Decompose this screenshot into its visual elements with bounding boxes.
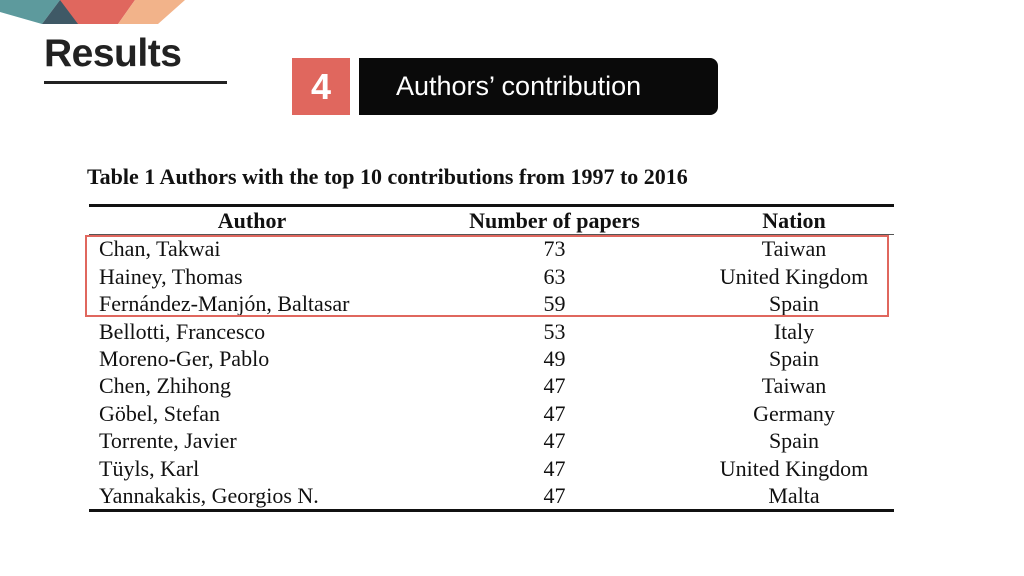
- papers-cell: 63: [543, 263, 566, 289]
- section-number-badge: 4: [292, 58, 350, 115]
- nation-cell: Taiwan: [761, 373, 827, 399]
- decorative-banner: [0, 0, 200, 26]
- table-row: [89, 318, 894, 345]
- author-cell: Tüyls, Karl: [99, 455, 200, 481]
- table-row: [89, 400, 894, 427]
- author-cell: Göbel, Stefan: [99, 400, 220, 426]
- papers-cell: 73: [543, 236, 566, 262]
- authors-table: [89, 204, 894, 512]
- nation-cell: Germany: [753, 400, 835, 426]
- header-number-of-papers: Number of papers: [415, 206, 694, 235]
- author-cell: Fernández-Manjón, Baltasar: [99, 291, 350, 317]
- papers-cell: 47: [543, 400, 566, 426]
- papers-cell: 49: [543, 346, 566, 372]
- nation-cell: Spain: [768, 291, 820, 317]
- table-row: [89, 290, 894, 317]
- author-cell: Yannakakis, Georgios N.: [99, 483, 319, 509]
- table-row: [89, 345, 894, 372]
- title-underline: [44, 81, 227, 84]
- papers-cell: 47: [543, 373, 566, 399]
- nation-cell: Taiwan: [761, 236, 827, 262]
- table-row: [89, 372, 894, 399]
- author-cell: Chan, Takwai: [99, 236, 221, 262]
- section-title-bar: Authors’ contribution: [359, 58, 718, 115]
- table-row: [89, 482, 894, 511]
- author-cell: Moreno-Ger, Pablo: [99, 346, 270, 372]
- table-row: [89, 427, 894, 454]
- author-cell: Bellotti, Francesco: [99, 318, 266, 344]
- papers-cell: 59: [543, 291, 566, 317]
- table-row: [89, 235, 894, 263]
- page-title: Results: [44, 32, 182, 75]
- header-nation: Nation: [694, 206, 894, 235]
- table-header-row: [89, 206, 894, 235]
- table-row: [89, 455, 894, 482]
- table-caption: Table 1 Authors with the top 10 contributions from 1997 to 2016: [87, 164, 688, 189]
- papers-cell: 47: [543, 428, 566, 454]
- nation-cell: United Kingdom: [719, 263, 869, 289]
- author-cell: Torrente, Javier: [99, 428, 237, 454]
- nation-cell: United Kingdom: [719, 455, 869, 481]
- papers-cell: 53: [543, 318, 566, 344]
- table-row: [89, 263, 894, 290]
- papers-cell: 47: [543, 483, 566, 509]
- nation-cell: Spain: [768, 346, 820, 372]
- nation-cell: Malta: [768, 483, 820, 509]
- header-author: Author: [89, 206, 415, 235]
- author-cell: Hainey, Thomas: [99, 263, 243, 289]
- papers-cell: 47: [543, 455, 566, 481]
- nation-cell: Spain: [768, 428, 820, 454]
- author-cell: Chen, Zhihong: [99, 373, 231, 399]
- nation-cell: Italy: [773, 318, 815, 344]
